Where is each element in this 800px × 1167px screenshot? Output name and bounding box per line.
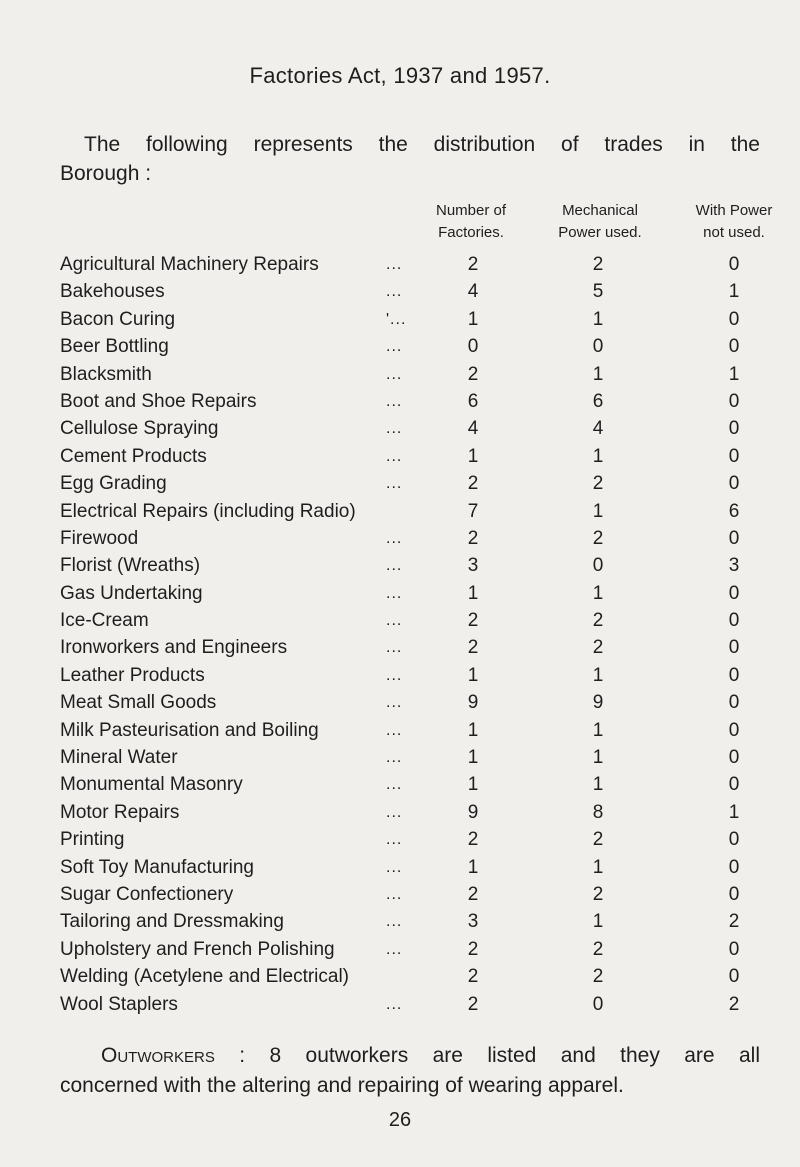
without-power-count: 0 (728, 829, 740, 851)
column-header-line: Power used. (558, 224, 642, 241)
leader-dots: ... (386, 283, 403, 301)
leader-dots: ... (386, 392, 403, 410)
mechanical-power-count: 1 (592, 308, 604, 330)
factories-count: 2 (467, 993, 479, 1015)
without-power-count: 2 (728, 993, 740, 1015)
without-power-count: 0 (728, 747, 740, 769)
intro-paragraph (60, 130, 760, 188)
factories-count: 2 (467, 637, 479, 659)
factories-count: 1 (467, 664, 479, 686)
without-power-count: 0 (728, 445, 740, 467)
leader-dots: ... (386, 831, 403, 849)
factories-count: 2 (467, 363, 479, 385)
factories-count: 3 (467, 555, 479, 577)
intro-line-1: The following represents the distribution of trades in the (84, 133, 760, 156)
column-header-line: Number of (435, 202, 507, 219)
factories-count: 1 (467, 582, 479, 604)
mechanical-power-count: 4 (592, 418, 604, 440)
mechanical-power-count: 9 (592, 692, 604, 714)
trade-name: Leather Products (60, 664, 205, 686)
table-row (0, 306, 800, 333)
mechanical-power-count: 8 (592, 801, 604, 823)
without-power-count: 0 (728, 390, 740, 412)
trade-name: Bakehouses (60, 281, 165, 303)
without-power-count: 0 (728, 637, 740, 659)
factories-count: 2 (467, 938, 479, 960)
outworkers-text-1: 8 outworkers are listed and they are all (269, 1044, 760, 1067)
trade-name: Cellulose Spraying (60, 418, 219, 440)
mechanical-power-count: 2 (592, 473, 604, 495)
trade-name: Gas Undertaking (60, 582, 203, 604)
without-power-count: 0 (728, 692, 740, 714)
trade-name: Beer Bottling (60, 336, 169, 358)
mechanical-power-count: 0 (592, 336, 604, 358)
table-row (0, 415, 800, 442)
without-power-count: 0 (728, 308, 740, 330)
trade-name: Blacksmith (60, 363, 152, 385)
mechanical-power-count: 1 (592, 664, 604, 686)
trade-name: Sugar Confectionery (60, 883, 234, 905)
leader-dots: ... (386, 612, 403, 630)
trades-table (0, 251, 800, 1018)
table-row (0, 443, 800, 470)
trade-name: Ice-Cream (60, 610, 149, 632)
table-row (0, 552, 800, 579)
factories-count: 1 (467, 747, 479, 769)
factories-count: 1 (467, 774, 479, 796)
trade-name: Florist (Wreaths) (60, 555, 201, 577)
factories-count: 4 (467, 281, 479, 303)
mechanical-power-count: 1 (592, 445, 604, 467)
mechanical-power-count: 1 (592, 363, 604, 385)
table-row (0, 498, 800, 525)
without-power-count: 1 (728, 363, 740, 385)
factories-count: 3 (467, 911, 479, 933)
trade-name: Upholstery and French Polishing (60, 938, 335, 960)
mechanical-power-count: 1 (592, 856, 604, 878)
without-power-count: 0 (728, 883, 740, 905)
mechanical-power-count: 0 (592, 993, 604, 1015)
leader-dots: ... (386, 365, 403, 383)
mechanical-power-count: 1 (592, 582, 604, 604)
mechanical-power-count: 1 (592, 747, 604, 769)
table-row (0, 634, 800, 661)
without-power-count: 0 (728, 938, 740, 960)
mechanical-power-count: 1 (592, 500, 604, 522)
table-row (0, 689, 800, 716)
table-row (0, 361, 800, 388)
without-power-count: 0 (728, 336, 740, 358)
without-power-count: 1 (728, 801, 740, 823)
leader-dots: ... (386, 475, 403, 493)
column-header-line: Factories. (438, 224, 504, 241)
leader-dots: ... (386, 721, 403, 739)
without-power-count: 0 (728, 856, 740, 878)
mechanical-power-count: 2 (592, 883, 604, 905)
trade-name: Monumental Masonry (60, 774, 243, 796)
factories-count: 2 (467, 829, 479, 851)
outworkers-paragraph (60, 1041, 760, 1101)
factories-count: 9 (467, 801, 479, 823)
factories-count: 1 (467, 719, 479, 741)
trade-name: Printing (60, 829, 125, 851)
table-row (0, 991, 800, 1018)
without-power-count: 0 (728, 774, 740, 796)
leader-dots: '... (386, 310, 407, 328)
mechanical-power-count: 1 (592, 911, 604, 933)
table-row (0, 278, 800, 305)
column-header-factories (410, 200, 532, 244)
leader-dots: ... (386, 338, 403, 356)
outworkers-label: Outworkers : (101, 1044, 246, 1067)
mechanical-power-count: 0 (592, 555, 604, 577)
mechanical-power-count: 1 (592, 719, 604, 741)
leader-dots: ... (386, 666, 403, 684)
mechanical-power-count: 6 (592, 390, 604, 412)
mechanical-power-count: 2 (592, 637, 604, 659)
mechanical-power-count: 5 (592, 281, 604, 303)
table-row (0, 470, 800, 497)
trade-name: Motor Repairs (60, 801, 180, 823)
mechanical-power-count: 2 (592, 254, 604, 275)
mechanical-power-count: 2 (592, 829, 604, 851)
factories-count: 6 (467, 390, 479, 412)
outworkers-line-2: concerned with the altering and repairing of wearing apparel. (60, 1074, 624, 1097)
leader-dots: ... (386, 529, 403, 547)
leader-dots: ... (386, 940, 403, 958)
leader-dots: ... (386, 639, 403, 657)
without-power-count: 0 (728, 473, 740, 495)
leader-dots: ... (386, 858, 403, 876)
factories-count: 2 (467, 610, 479, 632)
table-row (0, 388, 800, 415)
table-row (0, 251, 800, 278)
table-row (0, 607, 800, 634)
without-power-count: 2 (728, 911, 740, 933)
without-power-count: 3 (728, 555, 740, 577)
factories-count: 2 (467, 254, 479, 275)
leader-dots: ... (386, 694, 403, 712)
without-power-count: 0 (728, 966, 740, 988)
without-power-count: 0 (728, 418, 740, 440)
factories-count: 2 (467, 473, 479, 495)
without-power-count: 0 (728, 610, 740, 632)
leader-dots: ... (386, 776, 403, 794)
intro-line-2: Borough : (60, 162, 152, 185)
table-row (0, 744, 800, 771)
trade-name: Welding (Acetylene and Electrical) (60, 966, 350, 988)
table-row (0, 333, 800, 360)
trade-name: Soft Toy Manufacturing (60, 856, 254, 878)
trade-name: Mineral Water (60, 747, 178, 769)
table-row (0, 662, 800, 689)
table-row (0, 525, 800, 552)
factories-count: 4 (467, 418, 479, 440)
factories-count: 1 (467, 856, 479, 878)
leader-dots: ... (386, 447, 403, 465)
without-power-count: 6 (728, 500, 740, 522)
table-row (0, 799, 800, 826)
factories-count: 0 (467, 336, 479, 358)
outworkers-line-1 (60, 1041, 760, 1071)
mechanical-power-count: 2 (592, 610, 604, 632)
table-row (0, 771, 800, 798)
factories-count: 1 (467, 308, 479, 330)
table-row (0, 936, 800, 963)
leader-dots: ... (386, 256, 403, 273)
factories-count: 7 (467, 500, 479, 522)
without-power-count: 0 (728, 254, 740, 275)
table-row (0, 580, 800, 607)
leader-dots: ... (386, 885, 403, 903)
mechanical-power-count: 2 (592, 966, 604, 988)
trade-name: Meat Small Goods (60, 692, 217, 714)
factories-count: 2 (467, 966, 479, 988)
trade-name: Firewood (60, 527, 139, 549)
leader-dots: ... (386, 420, 403, 438)
table-row (0, 717, 800, 744)
column-header-line: not used. (703, 224, 765, 241)
mechanical-power-count: 2 (592, 527, 604, 549)
without-power-count: 0 (728, 527, 740, 549)
trade-name: Ironworkers and Engineers (60, 637, 288, 659)
column-header-without-power (668, 200, 800, 244)
column-header-line: Mechanical (562, 202, 638, 219)
factories-count: 2 (467, 883, 479, 905)
leader-dots: ... (386, 584, 403, 602)
trade-name: Tailoring and Dressmaking (60, 911, 284, 933)
mechanical-power-count: 2 (592, 938, 604, 960)
trade-name: Milk Pasteurisation and Boiling (60, 719, 319, 741)
leader-dots: ... (386, 749, 403, 767)
trade-name: Agricultural Machinery Repairs (60, 254, 319, 275)
column-header-mechanical (535, 200, 665, 244)
column-header-line: With Power (695, 202, 773, 219)
without-power-count: 0 (728, 582, 740, 604)
page-number: 26 (388, 1109, 412, 1131)
mechanical-power-count: 1 (592, 774, 604, 796)
factories-count: 2 (467, 527, 479, 549)
page-title: Factories Act, 1937 and 1957. (249, 63, 551, 88)
trade-name: Wool Staplers (60, 993, 178, 1015)
trade-name: Bacon Curing (60, 308, 176, 330)
table-row (0, 908, 800, 935)
leader-dots: ... (386, 557, 403, 575)
leader-dots: ... (386, 995, 403, 1013)
factories-count: 1 (467, 445, 479, 467)
trade-name: Egg Grading (60, 473, 167, 495)
trade-name: Cement Products (60, 445, 207, 467)
table-row (0, 826, 800, 853)
without-power-count: 0 (728, 719, 740, 741)
trade-name: Boot and Shoe Repairs (60, 390, 257, 412)
leader-dots: ... (386, 913, 403, 931)
without-power-count: 0 (728, 664, 740, 686)
table-row (0, 963, 800, 990)
table-row (0, 881, 800, 908)
factories-count: 9 (467, 692, 479, 714)
leader-dots: ... (386, 803, 403, 821)
trade-name: Electrical Repairs (including Radio) (60, 500, 356, 522)
table-row (0, 854, 800, 881)
without-power-count: 1 (728, 281, 740, 303)
